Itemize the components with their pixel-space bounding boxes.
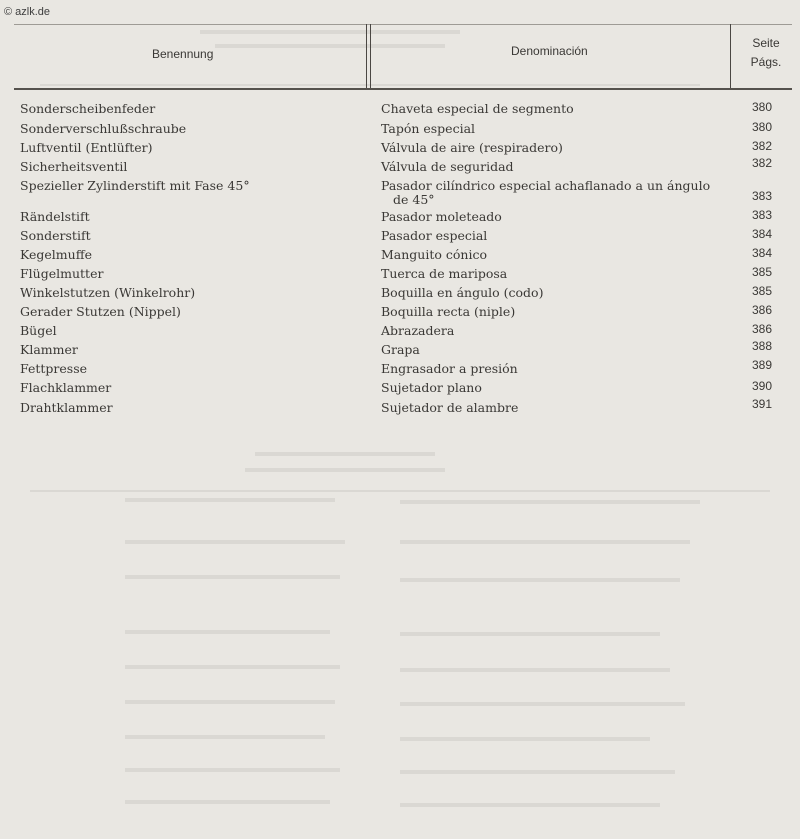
bleed-through-line <box>125 630 330 634</box>
page-number: 391 <box>751 397 772 411</box>
page-number: 383 <box>751 189 772 203</box>
bleed-through-line <box>125 800 330 804</box>
bleed-through-line <box>125 768 340 772</box>
term-german: Spezieller Zylinderstift mit Fase 45° <box>20 178 250 193</box>
page-number: 388 <box>751 339 772 353</box>
page-number: 385 <box>751 265 772 279</box>
column-divider <box>366 24 367 90</box>
bleed-through-line <box>125 735 325 739</box>
term-german: Klammer <box>20 342 78 357</box>
bleed-through-line <box>125 498 335 502</box>
bleed-through-line <box>125 575 340 579</box>
bleed-through-line <box>400 632 660 636</box>
page-number: 390 <box>751 379 772 393</box>
term-spanish: Válvula de aire (respiradero) <box>381 140 563 155</box>
term-spanish: Pasador moleteado <box>381 209 502 224</box>
term-spanish: Engrasador a presión <box>381 361 518 376</box>
bleed-through-line <box>245 468 445 472</box>
term-german: Gerader Stutzen (Nippel) <box>20 304 181 319</box>
header-rule-bottom <box>14 88 792 90</box>
term-german: Luftventil (Entlüfter) <box>20 140 153 155</box>
page-number: 382 <box>751 139 772 153</box>
bleed-through-line <box>400 540 690 544</box>
page-number: 383 <box>751 208 772 222</box>
term-spanish: Chaveta especial de segmento <box>381 101 574 116</box>
term-spanish: Boquilla en ángulo (codo) <box>381 285 544 300</box>
page-number: 386 <box>751 322 772 336</box>
term-spanish: Válvula de seguridad <box>381 159 514 174</box>
header-benennung: Benennung <box>152 47 214 61</box>
term-spanish: Pasador cilíndrico especial achaflanado a un ángulo <box>381 178 711 193</box>
term-german: Sicherheitsventil <box>20 159 128 174</box>
header-rule-top <box>14 24 792 25</box>
bleed-through-line <box>400 500 700 504</box>
bleed-through-line <box>400 803 660 807</box>
term-german: Kegelmuffe <box>20 247 92 262</box>
bleed-through-line <box>215 44 445 48</box>
header-seite: Seite <box>752 36 780 50</box>
bleed-through-line <box>200 30 460 34</box>
header-denominacion: Denominación <box>511 44 588 58</box>
term-spanish: Sujetador de alambre <box>381 400 519 415</box>
page-number: 384 <box>751 246 772 260</box>
term-spanish-continuation: de 45° <box>393 192 435 207</box>
bleed-through-line <box>400 578 680 582</box>
bleed-through-line <box>400 668 670 672</box>
page-number: 384 <box>751 227 772 241</box>
bleed-through-line <box>125 665 340 669</box>
bleed-through-line <box>255 452 435 456</box>
term-spanish: Boquilla recta (niple) <box>381 304 516 319</box>
header-pags: Págs. <box>750 55 782 69</box>
term-spanish: Abrazadera <box>381 323 455 338</box>
term-german: Flügelmutter <box>20 266 104 281</box>
bleed-through-line <box>125 540 345 544</box>
header-page-column <box>738 34 794 72</box>
term-spanish: Tapón especial <box>381 121 476 136</box>
term-german: Rändelstift <box>20 209 90 224</box>
page-number: 380 <box>751 100 772 114</box>
term-spanish: Manguito cónico <box>381 247 487 262</box>
page-number: 386 <box>751 303 772 317</box>
term-german: Flachklammer <box>20 380 112 395</box>
term-spanish: Tuerca de mariposa <box>381 266 508 281</box>
bleed-through-line <box>400 770 675 774</box>
term-spanish: Grapa <box>381 342 420 357</box>
page-number: 389 <box>751 358 772 372</box>
bleed-through-line <box>400 702 685 706</box>
term-german: Sonderscheibenfeder <box>20 101 156 116</box>
term-german: Drahtklammer <box>20 400 113 415</box>
page-number: 385 <box>751 284 772 298</box>
term-german: Winkelstutzen (Winkelrohr) <box>20 285 196 300</box>
term-german: Sonderverschlußschraube <box>20 121 187 136</box>
term-german: Fettpresse <box>20 361 88 376</box>
page-number: 382 <box>751 156 772 170</box>
copyright-watermark: © azlk.de <box>4 6 51 18</box>
column-divider <box>370 24 371 90</box>
bleed-through-line <box>125 700 335 704</box>
bleed-through-line <box>400 737 650 741</box>
column-divider <box>730 24 731 90</box>
term-german: Sonderstift <box>20 228 91 243</box>
bleed-through-line <box>30 490 770 492</box>
term-spanish: Pasador especial <box>381 228 488 243</box>
page-number: 380 <box>751 120 772 134</box>
term-spanish: Sujetador plano <box>381 380 482 395</box>
term-german: Bügel <box>20 323 57 338</box>
